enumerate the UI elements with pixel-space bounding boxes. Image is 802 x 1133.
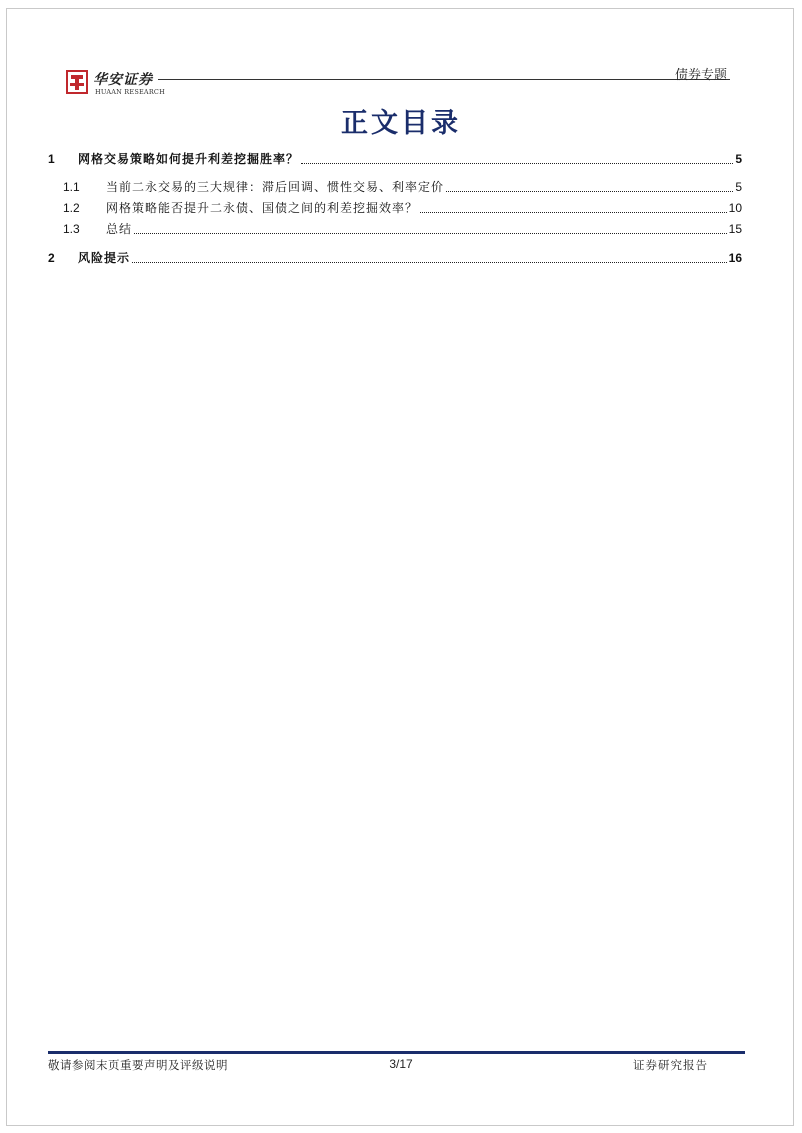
logo-name-cn: 华安证券 — [93, 72, 153, 88]
toc-page-number: 5 — [735, 152, 742, 166]
toc-number: 1.3 — [63, 222, 80, 236]
toc-number: 1.2 — [63, 201, 80, 215]
toc-number: 2 — [48, 251, 55, 265]
toc-heading: 风险提示 — [78, 251, 131, 265]
header-rule — [158, 79, 730, 80]
toc-heading: 总结 — [106, 222, 133, 236]
dot-leader — [420, 212, 727, 213]
page-title: 正文目录 — [341, 108, 461, 139]
toc-heading: 网格交易策略如何提升利差挖掘胜率？ — [78, 152, 300, 166]
page-number: 3/17 — [389, 1057, 413, 1071]
disclaimer-note: 敬请参阅末页重要声明及评级说明 — [48, 1058, 228, 1072]
dot-leader — [446, 191, 733, 192]
toc-page-number: 5 — [735, 180, 742, 194]
page-border — [6, 8, 794, 1126]
dot-leader — [134, 233, 727, 234]
toc-number: 1 — [48, 152, 55, 166]
huaan-logo-icon — [66, 70, 88, 94]
toc-heading: 当前二永交易的三大规律：滞后回调、惯性交易、利率定价 — [106, 180, 445, 194]
toc-entry-1[interactable] — [48, 150, 742, 168]
toc-entry-1-2[interactable] — [48, 199, 742, 217]
toc-heading: 网格策略能否提升二永债、国债之间的利差挖掘效率？ — [106, 201, 419, 215]
dot-leader — [301, 163, 733, 164]
footer-rule — [48, 1051, 745, 1054]
toc-page-number: 15 — [728, 222, 742, 236]
toc-number: 1.1 — [63, 180, 80, 194]
dot-leader — [132, 262, 727, 263]
report-category: 证券研究报告 — [633, 1058, 708, 1072]
logo-name-en: HUAAN RESEARCH — [95, 88, 165, 96]
toc-page-number: 16 — [728, 251, 742, 265]
toc-entry-2[interactable] — [48, 249, 742, 267]
toc-page-number: 10 — [728, 201, 742, 215]
toc-entry-1-1[interactable] — [48, 178, 742, 196]
toc-entry-1-3[interactable] — [48, 220, 742, 238]
report-type: 债券专题 — [674, 68, 727, 83]
